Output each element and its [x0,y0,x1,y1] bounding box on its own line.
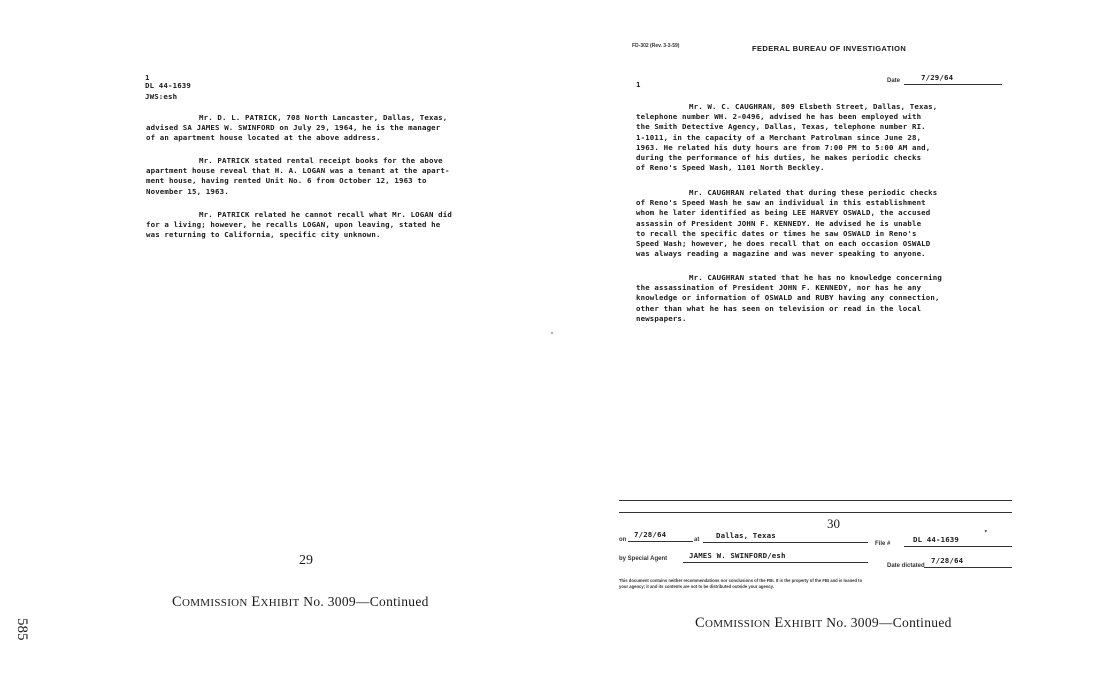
disclaimer: This document contains neither recommendations nor conclusions of the FBI. It is the property of the FBI and is loaned to your agency; it and its contents are not to be distributed outside your agency. [619,578,863,589]
text-line: Mr. D. L. PATRICK, 708 North Lancaster, Dallas, Texas, [199,113,448,122]
text-line: Mr. W. C. CAUGHRAN, 809 Elsbeth Street, Dallas, Texas, [689,102,938,111]
text-line: November 15, 1963. [146,186,229,196]
left-initials: JWS:esh [145,92,178,101]
footer-second-rule [619,512,1012,513]
right-page-number: 30 [827,516,840,531]
dictated-value: 7/28/64 [931,556,964,565]
left-exhibit-caption: COMMISSION EXHIBIT No. 3009—Continued [172,594,429,610]
date-value: 7/29/64 [921,73,954,82]
form-number: FD-302 (Rev. 3-3-59) [632,43,680,49]
text-line: during the performance of his duties, he makes periodic checks [636,153,922,163]
text-line: assassin of President JOHN F. KENNEDY. He advised he is unable [636,218,922,228]
right-paragraph-2 [636,188,1016,259]
text-line: Speed Wash; however, he does recall that on each occasion OSWALD [636,239,931,249]
text-line: of Reno's Speed Wash he saw an individual in this establishment [636,198,926,208]
text-line: telephone number WH. 2-0496, advised he has been employed with [636,112,922,122]
date-label: Date [887,78,901,84]
text-line: to recall the specific dates or times he saw OSWALD in Reno's [636,228,917,238]
text-line: Mr. CAUGHRAN stated that he has no knowledge concerning [689,273,942,282]
scan-speck [551,332,553,334]
right-marker: 1 [636,80,641,89]
text-line: Mr. PATRICK stated rental receipt books for the above [199,156,443,165]
left-page-number: 29 [299,553,313,568]
by-value: JAMES W. SWINFORD/esh [689,551,786,560]
left-paragraph-3 [146,210,526,241]
left-file-number: DL 44-1639 [145,81,191,90]
text-line: 1-1011, in the capacity of a Merchant Patrolman since June 28, [636,132,922,142]
at-value: Dallas, Texas [716,531,776,540]
text-line: for a living; however, he recalls LOGAN, upon leaving, stated he [146,220,441,230]
dictated-label: Date dictated [887,563,925,569]
at-label: at [694,537,700,543]
right-paragraph-3 [636,273,1016,324]
text-line: advised SA JAMES W. SWINFORD on July 29, 1964, he is the manager [146,123,441,133]
by-label: by Special Agent [619,556,668,562]
text-line: the Smith Detective Agency, Dallas, Texas, telephone number RI. [636,122,926,132]
at-rule [703,542,868,543]
text-line: apartment house reveal that H. A. LOGAN was a tenant at the apart- [146,166,450,176]
date-rule [904,84,1002,85]
right-paragraph-1 [636,102,1016,173]
file-value: DL 44-1639 [913,535,959,544]
text-line: knowledge or information of OSWALD and RUBY having any connection, [636,293,940,303]
text-line: Mr. PATRICK related he cannot recall what Mr. LOGAN did [199,210,452,219]
text-line: ment house, having rented Unit No. 6 from October 12, 1963 to [146,176,427,186]
text-line: whom he later identified as being LEE HARVEY OSWALD, the accused [636,208,931,218]
file-label: File # [875,541,891,547]
text-line: was always reading a magazine and was never speaking to anyone. [636,249,926,259]
tick-mark: ▾ [984,528,988,535]
text-line: 1963. He related his duty hours are from 7:00 PM to 5:00 AM and, [636,142,931,152]
left-paragraph-1 [146,113,526,144]
left-marker: 1 [145,73,150,82]
dictated-rule [924,567,1012,568]
on-label: on [619,537,627,543]
margin-page-number: 585 [14,618,30,641]
left-paragraph-2 [146,156,526,197]
by-rule [683,562,868,563]
agency-header: FEDERAL BUREAU OF INVESTIGATION [752,44,907,53]
text-line: of Reno's Speed Wash, 1101 North Beckley. [636,163,825,173]
right-exhibit-caption: COMMISSION EXHIBIT No. 3009—Continued [695,615,952,631]
on-rule [628,541,693,542]
text-line: newspapers. [636,313,687,323]
file-rule [904,546,1012,547]
text-line: other than what he has seen on television or read in the local [636,303,922,313]
on-value: 7/28/64 [634,530,667,539]
text-line: Mr. CAUGHRAN related that during these periodic checks [689,188,938,197]
text-line: was returning to California, specific city unknown. [146,230,381,240]
footer-top-rule [619,500,1012,501]
text-line: of an apartment house located at the above address. [146,133,381,143]
text-line: the assassination of President JOHN F. KENNEDY, nor has he any [636,283,922,293]
